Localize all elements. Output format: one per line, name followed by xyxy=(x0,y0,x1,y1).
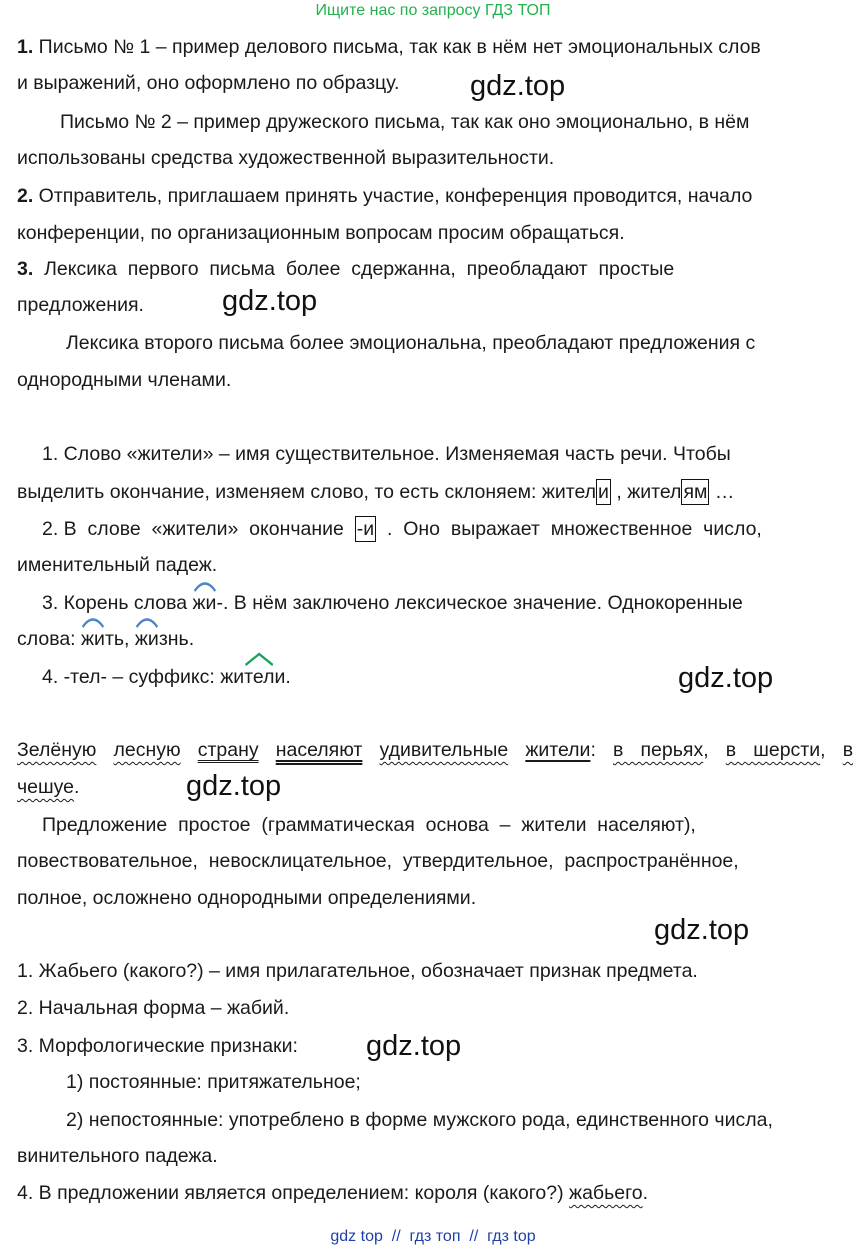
task3-sentence-line: Зелёную лесную страну населяют удивительные жители: в перьях, в шерсти, в xyxy=(17,739,854,761)
task4-line: винительного падежа. xyxy=(17,1145,218,1167)
root-mark: жи xyxy=(193,590,217,616)
task1-line: Письмо № 2 – пример дружеского письма, так как оно эмоционально, в нём xyxy=(60,111,750,133)
word-object: страну xyxy=(197,739,259,761)
word-predicate: населяют xyxy=(275,739,363,761)
ending-box: -и xyxy=(356,518,375,540)
item-number: 1. xyxy=(17,36,34,58)
task2-line: 2. В слове «жители» окончание -и . Оно выражает множественное число, xyxy=(42,518,762,540)
task4-line: 3. Морфологические признаки: xyxy=(17,1035,298,1057)
task1-line: использованы средства художественной выразительности. xyxy=(17,147,555,169)
task1-line: Лексика второго письма более эмоциональна, преобладают предложения с xyxy=(66,332,756,354)
task2-line: именительный падеж. xyxy=(17,554,218,576)
ending-box: ям xyxy=(683,481,708,503)
watermark: gdz.top xyxy=(470,70,566,102)
task2-line: 4. -тел- – суффикс: жи тели. xyxy=(42,664,853,690)
item-number: 2. xyxy=(17,185,34,207)
footer-links[interactable]: gdz top // гдз топ // гдз top xyxy=(330,1228,536,1245)
task4-line: 2) непостоянные: употреблено в форме мужского рода, единственного числа, xyxy=(66,1109,773,1131)
watermark: gdz.top xyxy=(222,285,318,317)
task3-line: повествовательное, невосклицательное, утвердительное, распространённое, xyxy=(17,850,739,872)
item-number: 3. xyxy=(17,258,34,280)
task2-line: слова: жить, жизнь. xyxy=(17,626,853,652)
word-attribute: в шерсти xyxy=(725,739,821,761)
task4-line: 4. В предложении является определением: короля (какого?) жабьего. xyxy=(17,1182,649,1204)
task1-line: 3. Лексика первого письма более сдержанна, преобладают простые xyxy=(17,258,675,280)
task4-line: 1) постоянные: притяжательное; xyxy=(66,1071,361,1093)
task3-line: Предложение простое (грамматическая основа – жители населяют), xyxy=(42,814,696,836)
task1-line: однородными членами. xyxy=(17,369,232,391)
watermark: gdz.top xyxy=(186,770,282,802)
word-attribute: лесную xyxy=(113,739,181,761)
suffix-mark: тел xyxy=(244,664,274,690)
task1-line: конференции, по организационным вопросам просим обращаться. xyxy=(17,222,625,244)
task3-sentence-line: чешуе. xyxy=(17,776,80,798)
task1-line: 2. Отправитель, приглашаем принять участие, конференция проводится, начало xyxy=(17,185,753,207)
root-mark: жи xyxy=(135,626,159,652)
word-attribute: чешуе xyxy=(17,776,75,798)
watermark: gdz.top xyxy=(366,1030,462,1062)
watermark: gdz.top xyxy=(678,662,774,694)
task1-line: предложения. xyxy=(17,294,144,316)
task1-line: 1. Письмо № 1 – пример делового письма, так как в нём нет эмоциональных слов xyxy=(17,36,761,58)
word-attribute: Зелёную xyxy=(17,739,97,761)
task2-line: выделить окончание, изменяем слово, то есть склоняем: жител и , жител ям … xyxy=(17,481,735,503)
word-attribute: удивительные xyxy=(379,739,509,761)
task4-line: 2. Начальная форма – жабий. xyxy=(17,997,290,1019)
word-attribute: в xyxy=(842,739,854,761)
task4-line: 1. Жабьего (какого?) – имя прилагательное, обозначает признак предмета. xyxy=(17,960,698,982)
word-attribute: жабьего xyxy=(569,1182,643,1204)
header-search-link[interactable]: Ищите нас по запросу ГДЗ ТОП xyxy=(315,2,551,19)
root-mark: жи xyxy=(81,626,105,652)
word-attribute: в перьях xyxy=(613,739,704,761)
task2-line: 3. Корень слова жи-. В нём заключено лексическое значение. Однокоренные xyxy=(42,590,853,616)
task2-line: 1. Слово «жители» – имя существительное. Изменяемая часть речи. Чтобы xyxy=(42,443,731,465)
watermark: gdz.top xyxy=(654,914,750,946)
ending-box: и xyxy=(598,481,609,503)
task1-line: и выражений, оно оформлено по образцу. xyxy=(17,72,400,94)
word-subject: жители xyxy=(525,739,591,761)
task3-line: полное, осложнено однородными определениями. xyxy=(17,887,477,909)
